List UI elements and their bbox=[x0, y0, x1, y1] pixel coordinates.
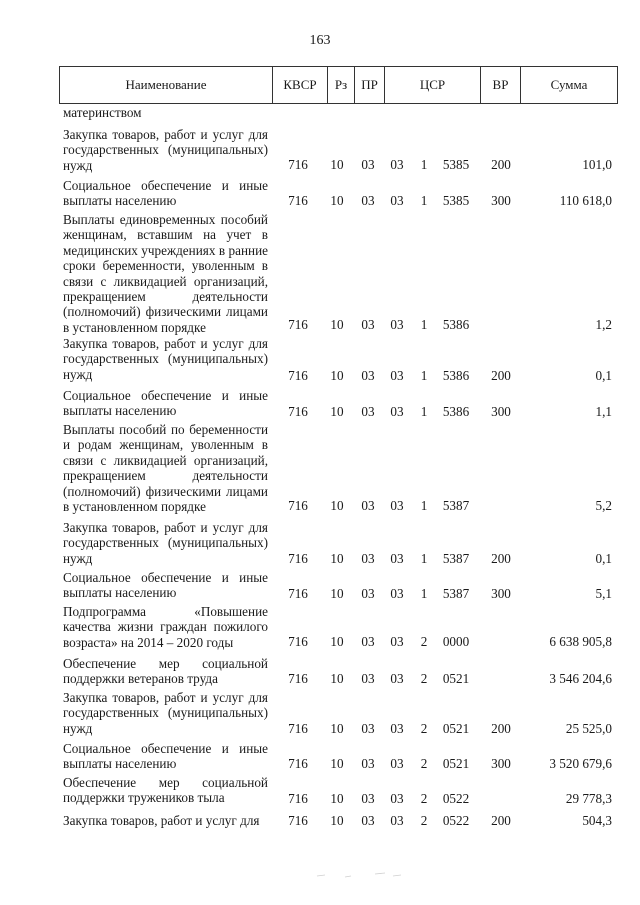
row-name-line: связи с ликвидацией организаций, bbox=[63, 452, 268, 468]
sum-cell: 0,1 bbox=[595, 368, 612, 383]
row-name-line: выплаты населению bbox=[63, 403, 177, 419]
sum-cell: 5,2 bbox=[595, 498, 612, 513]
row-name-line: государственных (муниципальных) bbox=[63, 351, 268, 367]
csr-part3-cell: 5385 bbox=[442, 157, 470, 172]
row-name-line: Социальное обеспечение и иные bbox=[63, 741, 268, 756]
sum-cell: 1,2 bbox=[595, 317, 612, 332]
sum-cell: 504,3 bbox=[582, 813, 612, 828]
row-name-line: выплаты населению bbox=[63, 193, 177, 209]
row-name bbox=[63, 178, 268, 209]
csr-part3-cell: 0000 bbox=[442, 634, 470, 649]
rz-cell: 10 bbox=[330, 813, 344, 828]
pr-cell: 03 bbox=[361, 368, 375, 383]
kvsr-cell: 716 bbox=[288, 721, 308, 736]
csr-part1-cell: 03 bbox=[390, 317, 404, 332]
sum-cell: 0,1 bbox=[595, 551, 612, 566]
csr-part3-cell: 5387 bbox=[442, 586, 470, 601]
pr-cell: 03 bbox=[361, 813, 375, 828]
row-name-line: связи с ликвидацией организаций, bbox=[63, 273, 268, 289]
csr-part2-cell: 2 bbox=[420, 671, 428, 686]
rz-cell: 10 bbox=[330, 791, 344, 806]
csr-part1-cell: 03 bbox=[390, 551, 404, 566]
row-name bbox=[63, 813, 268, 828]
row-name bbox=[63, 212, 268, 335]
row-name-line: качества жизни граждан пожилого bbox=[63, 619, 268, 635]
kvsr-cell: 716 bbox=[288, 157, 308, 172]
pr-cell: 03 bbox=[361, 317, 375, 332]
csr-part2-cell: 1 bbox=[420, 193, 428, 208]
csr-part2-cell: 1 bbox=[420, 404, 428, 419]
csr-part1-cell: 03 bbox=[390, 791, 404, 806]
row-name-line: (полномочий) физическими лицами bbox=[63, 304, 268, 320]
csr-part2-cell: 1 bbox=[420, 368, 428, 383]
vr-cell: 300 bbox=[491, 586, 511, 601]
row-name bbox=[63, 422, 268, 514]
row-name-line: сроки беременности, уволенным в bbox=[63, 258, 268, 274]
row-name-line: Выплаты пособий по беременности bbox=[63, 422, 268, 437]
csr-part2-cell: 1 bbox=[420, 586, 428, 601]
pr-cell: 03 bbox=[361, 498, 375, 513]
pr-cell: 03 bbox=[361, 721, 375, 736]
table-header bbox=[59, 66, 618, 104]
vr-cell: 300 bbox=[491, 404, 511, 419]
sum-cell: 5,1 bbox=[595, 586, 612, 601]
row-name-line: нужд bbox=[63, 157, 93, 173]
rz-cell: 10 bbox=[330, 193, 344, 208]
kvsr-cell: 716 bbox=[288, 671, 308, 686]
pr-cell: 03 bbox=[361, 404, 375, 419]
column-header-pr: ПР bbox=[354, 67, 384, 103]
rz-cell: 10 bbox=[330, 404, 344, 419]
pr-cell: 03 bbox=[361, 586, 375, 601]
pr-cell: 03 bbox=[361, 671, 375, 686]
csr-part3-cell: 0521 bbox=[442, 721, 470, 736]
csr-part1-cell: 03 bbox=[390, 671, 404, 686]
sum-cell: 25 525,0 bbox=[565, 721, 612, 736]
row-name-line: Социальное обеспечение и иные bbox=[63, 570, 268, 585]
row-name bbox=[63, 570, 268, 601]
row-name bbox=[63, 690, 268, 736]
kvsr-cell: 716 bbox=[288, 791, 308, 806]
column-header-rz: Рз bbox=[327, 67, 354, 103]
rz-cell: 10 bbox=[330, 498, 344, 513]
row-name-line: Закупка товаров, работ и услуг для bbox=[63, 690, 268, 705]
row-name bbox=[63, 741, 268, 772]
row-name bbox=[63, 656, 268, 687]
row-name bbox=[63, 127, 268, 173]
sum-cell: 1,1 bbox=[595, 404, 612, 419]
vr-cell: 200 bbox=[491, 368, 511, 383]
rz-cell: 10 bbox=[330, 634, 344, 649]
row-name-line: прекращением деятельности bbox=[63, 468, 268, 484]
vr-cell: 200 bbox=[491, 721, 511, 736]
csr-part3-cell: 0521 bbox=[442, 671, 470, 686]
row-name-line: нужд bbox=[63, 720, 93, 736]
csr-part2-cell: 2 bbox=[420, 756, 428, 771]
csr-part1-cell: 03 bbox=[390, 756, 404, 771]
row-name-line: (полномочий) физическими лицами bbox=[63, 483, 268, 499]
row-name-line: поддержки ветеранов труда bbox=[63, 671, 218, 687]
row-name-line: Выплаты единовременных пособий bbox=[63, 212, 268, 227]
row-name-line: Социальное обеспечение и иные bbox=[63, 178, 268, 193]
row-name-line: Закупка товаров, работ и услуг для bbox=[63, 336, 268, 351]
row-name-line: государственных (муниципальных) bbox=[63, 705, 268, 721]
csr-part1-cell: 03 bbox=[390, 498, 404, 513]
csr-part3-cell: 5386 bbox=[442, 317, 470, 332]
row-name-line: в установленном порядке bbox=[63, 319, 206, 335]
sum-cell: 6 638 905,8 bbox=[549, 634, 612, 649]
rz-cell: 10 bbox=[330, 671, 344, 686]
csr-part2-cell: 2 bbox=[420, 721, 428, 736]
row-name bbox=[63, 388, 268, 419]
kvsr-cell: 716 bbox=[288, 317, 308, 332]
pr-cell: 03 bbox=[361, 791, 375, 806]
pr-cell: 03 bbox=[361, 551, 375, 566]
sum-cell: 29 778,3 bbox=[565, 791, 612, 806]
csr-part3-cell: 5385 bbox=[442, 193, 470, 208]
row-name-line: Обеспечение мер социальной bbox=[63, 656, 268, 671]
row-name-line: нужд bbox=[63, 550, 93, 566]
column-header-sum: Сумма bbox=[520, 67, 617, 103]
row-name-line: медицинских учреждениях в ранние bbox=[63, 242, 268, 258]
sum-cell: 3 546 204,6 bbox=[549, 671, 612, 686]
csr-part2-cell: 1 bbox=[420, 157, 428, 172]
sum-cell: 3 520 679,6 bbox=[549, 756, 612, 771]
row-name-line: Социальное обеспечение и иные bbox=[63, 388, 268, 403]
kvsr-cell: 716 bbox=[288, 498, 308, 513]
column-header-kvsr: КВСР bbox=[272, 67, 327, 103]
kvsr-cell: 716 bbox=[288, 634, 308, 649]
vr-cell: 200 bbox=[491, 813, 511, 828]
vr-cell: 200 bbox=[491, 157, 511, 172]
csr-part1-cell: 03 bbox=[390, 404, 404, 419]
row-name-line: и родам женщинам, уволенным в bbox=[63, 437, 268, 453]
csr-part1-cell: 03 bbox=[390, 813, 404, 828]
column-header-csr: ЦСР bbox=[384, 67, 480, 103]
row-name-line: выплаты населению bbox=[63, 756, 177, 772]
kvsr-cell: 716 bbox=[288, 813, 308, 828]
row-name-line: Закупка товаров, работ и услуг для bbox=[63, 127, 268, 142]
sum-cell: 110 618,0 bbox=[559, 193, 612, 208]
rz-cell: 10 bbox=[330, 721, 344, 736]
vr-cell: 200 bbox=[491, 551, 511, 566]
csr-part2-cell: 2 bbox=[420, 791, 428, 806]
rz-cell: 10 bbox=[330, 317, 344, 332]
kvsr-cell: 716 bbox=[288, 193, 308, 208]
csr-part3-cell: 5386 bbox=[442, 368, 470, 383]
sum-cell: 101,0 bbox=[582, 157, 612, 172]
csr-part1-cell: 03 bbox=[390, 193, 404, 208]
column-header-vr: ВР bbox=[480, 67, 520, 103]
csr-part1-cell: 03 bbox=[390, 634, 404, 649]
pr-cell: 03 bbox=[361, 157, 375, 172]
row-name-line: женщинам, вставшим на учет в bbox=[63, 227, 268, 243]
csr-part3-cell: 0521 bbox=[442, 756, 470, 771]
kvsr-cell: 716 bbox=[288, 368, 308, 383]
csr-part2-cell: 2 bbox=[420, 634, 428, 649]
row-name bbox=[63, 604, 268, 650]
row-name bbox=[63, 336, 268, 382]
row-name bbox=[63, 775, 268, 806]
row-name-line: государственных (муниципальных) bbox=[63, 535, 268, 551]
row-name-line: прекращением деятельности bbox=[63, 289, 268, 305]
csr-part3-cell: 5387 bbox=[442, 498, 470, 513]
kvsr-cell: 716 bbox=[288, 586, 308, 601]
row-name-line: государственных (муниципальных) bbox=[63, 142, 268, 158]
row-name bbox=[63, 520, 268, 566]
csr-part2-cell: 1 bbox=[420, 317, 428, 332]
row-name-line: Обеспечение мер социальной bbox=[63, 775, 268, 790]
row-name-line: выплаты населению bbox=[63, 585, 177, 601]
rz-cell: 10 bbox=[330, 157, 344, 172]
vr-cell: 300 bbox=[491, 756, 511, 771]
kvsr-cell: 716 bbox=[288, 551, 308, 566]
row-name-line: в установленном порядке bbox=[63, 499, 206, 515]
rz-cell: 10 bbox=[330, 368, 344, 383]
csr-part3-cell: 5387 bbox=[442, 551, 470, 566]
row-name-line: Закупка товаров, работ и услуг для bbox=[63, 813, 260, 828]
row-name-line: возраста» на 2014 – 2020 годы bbox=[63, 634, 234, 650]
pr-cell: 03 bbox=[361, 193, 375, 208]
csr-part3-cell: 5386 bbox=[442, 404, 470, 419]
scan-smudge bbox=[315, 870, 405, 880]
kvsr-cell: 716 bbox=[288, 404, 308, 419]
csr-part3-cell: 0522 bbox=[442, 813, 470, 828]
row-name-line: Закупка товаров, работ и услуг для bbox=[63, 520, 268, 535]
vr-cell: 300 bbox=[491, 193, 511, 208]
page-number: 163 bbox=[309, 33, 331, 48]
row-name-line: поддержки тружеников тыла bbox=[63, 790, 225, 806]
kvsr-cell: 716 bbox=[288, 756, 308, 771]
csr-part2-cell: 1 bbox=[420, 551, 428, 566]
csr-part2-cell: 1 bbox=[420, 498, 428, 513]
csr-part1-cell: 03 bbox=[390, 586, 404, 601]
column-header-name: Наименование bbox=[125, 77, 207, 92]
rz-cell: 10 bbox=[330, 551, 344, 566]
csr-part1-cell: 03 bbox=[390, 368, 404, 383]
csr-part1-cell: 03 bbox=[390, 157, 404, 172]
row-name-line: Подпрограмма «Повышение bbox=[63, 604, 268, 619]
continued-text: материнством bbox=[63, 105, 142, 120]
row-name-line: нужд bbox=[63, 366, 93, 382]
csr-part2-cell: 2 bbox=[420, 813, 428, 828]
pr-cell: 03 bbox=[361, 634, 375, 649]
csr-part3-cell: 0522 bbox=[442, 791, 470, 806]
rz-cell: 10 bbox=[330, 586, 344, 601]
csr-part1-cell: 03 bbox=[390, 721, 404, 736]
rz-cell: 10 bbox=[330, 756, 344, 771]
pr-cell: 03 bbox=[361, 756, 375, 771]
